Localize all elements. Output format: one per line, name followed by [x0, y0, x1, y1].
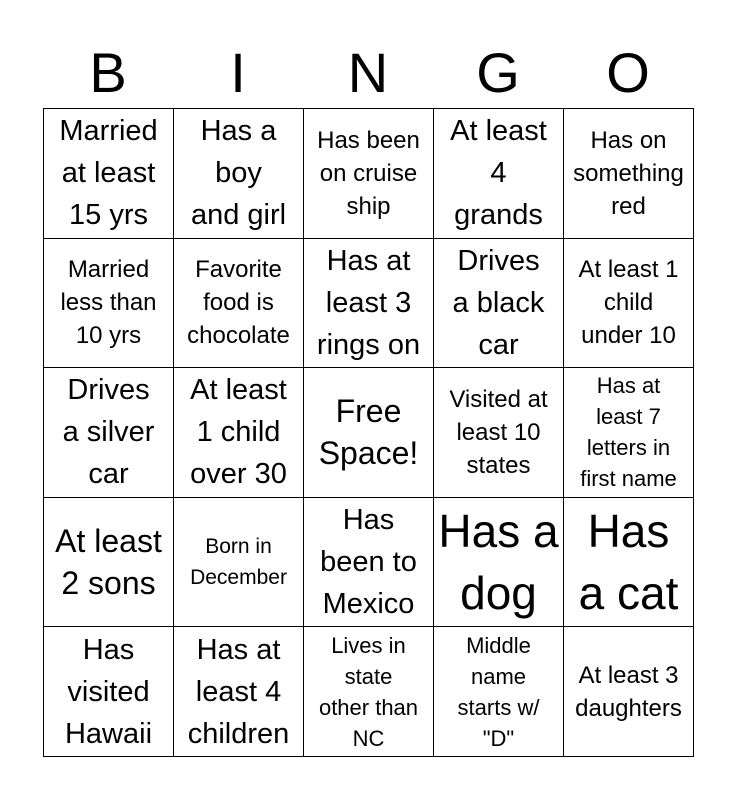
- cell-text-line: car: [88, 458, 129, 491]
- cell-text-line: 15 yrs: [69, 199, 148, 232]
- cell-text-line: Space!: [318, 435, 419, 472]
- cell-text-line: least 10: [456, 418, 541, 446]
- cell-text: [59, 110, 157, 236]
- cell-text-line: on cruise: [319, 159, 418, 187]
- cell-text-line: NC: [352, 725, 385, 751]
- cell-text: [319, 390, 419, 474]
- cell-text-line: name: [470, 663, 527, 689]
- bingo-cell-r4-c1[interactable]: [44, 498, 174, 628]
- cell-text-line: Lives in: [331, 632, 406, 658]
- cell-text-line: boy: [215, 157, 262, 190]
- cell-text-line: state: [344, 663, 393, 689]
- cell-text-line: car: [478, 328, 519, 361]
- bingo-cell-r4-c3[interactable]: [304, 498, 434, 628]
- cell-text-line: Has on: [590, 126, 667, 154]
- bingo-cell-r4-c2[interactable]: [174, 498, 304, 628]
- cell-text: [55, 520, 162, 604]
- cell-text-line: At least: [450, 115, 547, 148]
- cell-text-line: less than: [60, 289, 157, 317]
- cell-text-line: At least: [190, 374, 287, 407]
- bingo-cell-r3-c1[interactable]: [44, 368, 174, 498]
- cell-text: [188, 629, 290, 755]
- cell-text-line: dog: [460, 567, 537, 620]
- bingo-cell-r1-c3[interactable]: [304, 109, 434, 239]
- cell-text-line: least 3: [325, 286, 412, 319]
- cell-text-line: 4: [490, 157, 507, 190]
- cell-text-line: first name: [580, 466, 677, 492]
- cell-text-line: Has a: [438, 505, 559, 558]
- cell-text-line: and girl: [190, 199, 287, 232]
- bingo-cell-r2-c1[interactable]: [44, 239, 174, 369]
- cell-text-line: Mexico: [322, 588, 415, 621]
- cell-text-line: Middle: [466, 632, 531, 658]
- cell-text-line: a silver: [62, 416, 155, 449]
- cell-text-line: letters in: [586, 435, 671, 461]
- cell-text-line: states: [466, 451, 531, 479]
- bingo-cell-r2-c2[interactable]: [174, 239, 304, 369]
- cell-text: [575, 659, 682, 725]
- cell-text: [317, 240, 420, 366]
- cell-text-line: "D": [482, 725, 515, 751]
- cell-text: [578, 253, 678, 352]
- bingo-cell-r3-c4[interactable]: [434, 368, 564, 498]
- cell-text-line: least 4: [195, 675, 282, 708]
- cell-text-line: Drives: [67, 374, 150, 407]
- cell-text-line: at least: [61, 157, 156, 190]
- cell-text-line: been to: [320, 546, 417, 579]
- cell-text-line: 1 child: [196, 416, 281, 449]
- cell-text-line: Has: [342, 504, 395, 537]
- cell-text: [65, 629, 152, 755]
- cell-text: [580, 370, 677, 494]
- bingo-cell-r3-c2[interactable]: [174, 368, 304, 498]
- cell-text-line: food is: [203, 289, 274, 317]
- header-letter-o: O: [606, 41, 650, 104]
- cell-text: [190, 369, 287, 495]
- bingo-cell-r5-c4[interactable]: [434, 627, 564, 757]
- cell-text-line: Has a: [200, 115, 277, 148]
- cell-text-line: 10 yrs: [75, 322, 142, 350]
- bingo-cell-r1-c4[interactable]: [434, 109, 564, 239]
- bingo-cell-r1-c5[interactable]: [564, 109, 694, 239]
- cell-text-line: daughters: [575, 694, 682, 722]
- bingo-cell-r4-c4[interactable]: [434, 498, 564, 628]
- header-letter-i: I: [230, 41, 246, 104]
- cell-text: [63, 369, 155, 495]
- cell-text-line: child: [603, 289, 654, 317]
- bingo-cell-r3-c5[interactable]: [564, 368, 694, 498]
- cell-text-line: At least 1: [578, 256, 679, 284]
- bingo-cell-r4-c5[interactable]: [564, 498, 694, 628]
- cell-text: [438, 500, 558, 624]
- cell-text-line: Married: [67, 256, 150, 284]
- cell-text-line: least 7: [596, 404, 661, 430]
- cell-text-line: Has: [82, 633, 135, 666]
- cell-text-line: a black: [452, 286, 545, 319]
- header-letter-b: B: [89, 41, 127, 104]
- cell-text-line: ship: [346, 192, 391, 220]
- cell-text-line: Has: [587, 505, 670, 558]
- cell-text-line: other than: [318, 694, 419, 720]
- cell-text: [453, 240, 545, 366]
- cell-text-line: visited: [67, 675, 150, 708]
- cell-text-line: December: [190, 566, 287, 590]
- bingo-cell-r2-c5[interactable]: [564, 239, 694, 369]
- cell-text-line: under 10: [581, 322, 676, 350]
- bingo-header: [43, 38, 694, 108]
- cell-text: [190, 531, 287, 593]
- bingo-cell-r1-c2[interactable]: [174, 109, 304, 239]
- cell-text-line: Has at: [326, 244, 411, 277]
- bingo-cell-r5-c5[interactable]: [564, 627, 694, 757]
- cell-text-line: over 30: [190, 458, 287, 491]
- cell-text: [187, 253, 290, 352]
- bingo-cell-r2-c3[interactable]: [304, 239, 434, 369]
- cell-text-line: Free: [335, 393, 402, 430]
- cell-text: [317, 124, 420, 223]
- cell-text: [319, 630, 418, 754]
- cell-text: [449, 383, 547, 482]
- cell-text: [458, 630, 540, 754]
- cell-text-line: Drives: [457, 244, 540, 277]
- cell-text-line: Has at: [196, 633, 281, 666]
- bingo-card-grid: [43, 108, 694, 757]
- cell-text-line: Married: [59, 115, 158, 148]
- cell-text-line: children: [187, 717, 290, 750]
- cell-text: [320, 499, 417, 625]
- cell-text: [191, 110, 286, 236]
- cell-text-line: Has at: [596, 373, 661, 399]
- cell-text-line: red: [611, 192, 646, 220]
- cell-text-line: a cat: [578, 567, 679, 620]
- cell-text-line: grands: [454, 199, 543, 232]
- cell-text-line: 2 sons: [61, 565, 156, 602]
- cell-text: [450, 110, 547, 236]
- bingo-cell-r5-c1[interactable]: [44, 627, 174, 757]
- cell-text-line: Visited at: [449, 385, 548, 413]
- cell-text-line: Favorite: [195, 256, 282, 284]
- bingo-cell-r1-c1[interactable]: [44, 109, 174, 239]
- cell-text-line: Has been: [317, 126, 420, 154]
- header-letter-n: N: [347, 41, 389, 104]
- cell-text-line: At least 3: [578, 661, 679, 689]
- cell-text-line: chocolate: [187, 322, 290, 350]
- cell-text-line: Hawaii: [64, 717, 153, 750]
- cell-text: [579, 500, 679, 624]
- cell-text: [60, 253, 156, 352]
- bingo-cell-r2-c4[interactable]: [434, 239, 564, 369]
- cell-text-line: starts w/: [457, 694, 540, 720]
- cell-text-line: something: [573, 159, 684, 187]
- cell-text-line: rings on: [316, 328, 421, 361]
- bingo-cell-r3-c3[interactable]: [304, 368, 434, 498]
- cell-text: [573, 124, 684, 223]
- bingo-cell-r5-c3[interactable]: [304, 627, 434, 757]
- bingo-cell-r5-c2[interactable]: [174, 627, 304, 757]
- header-letter-g: G: [476, 41, 520, 104]
- cell-text-line: At least: [55, 523, 162, 560]
- cell-text-line: Born in: [205, 535, 272, 559]
